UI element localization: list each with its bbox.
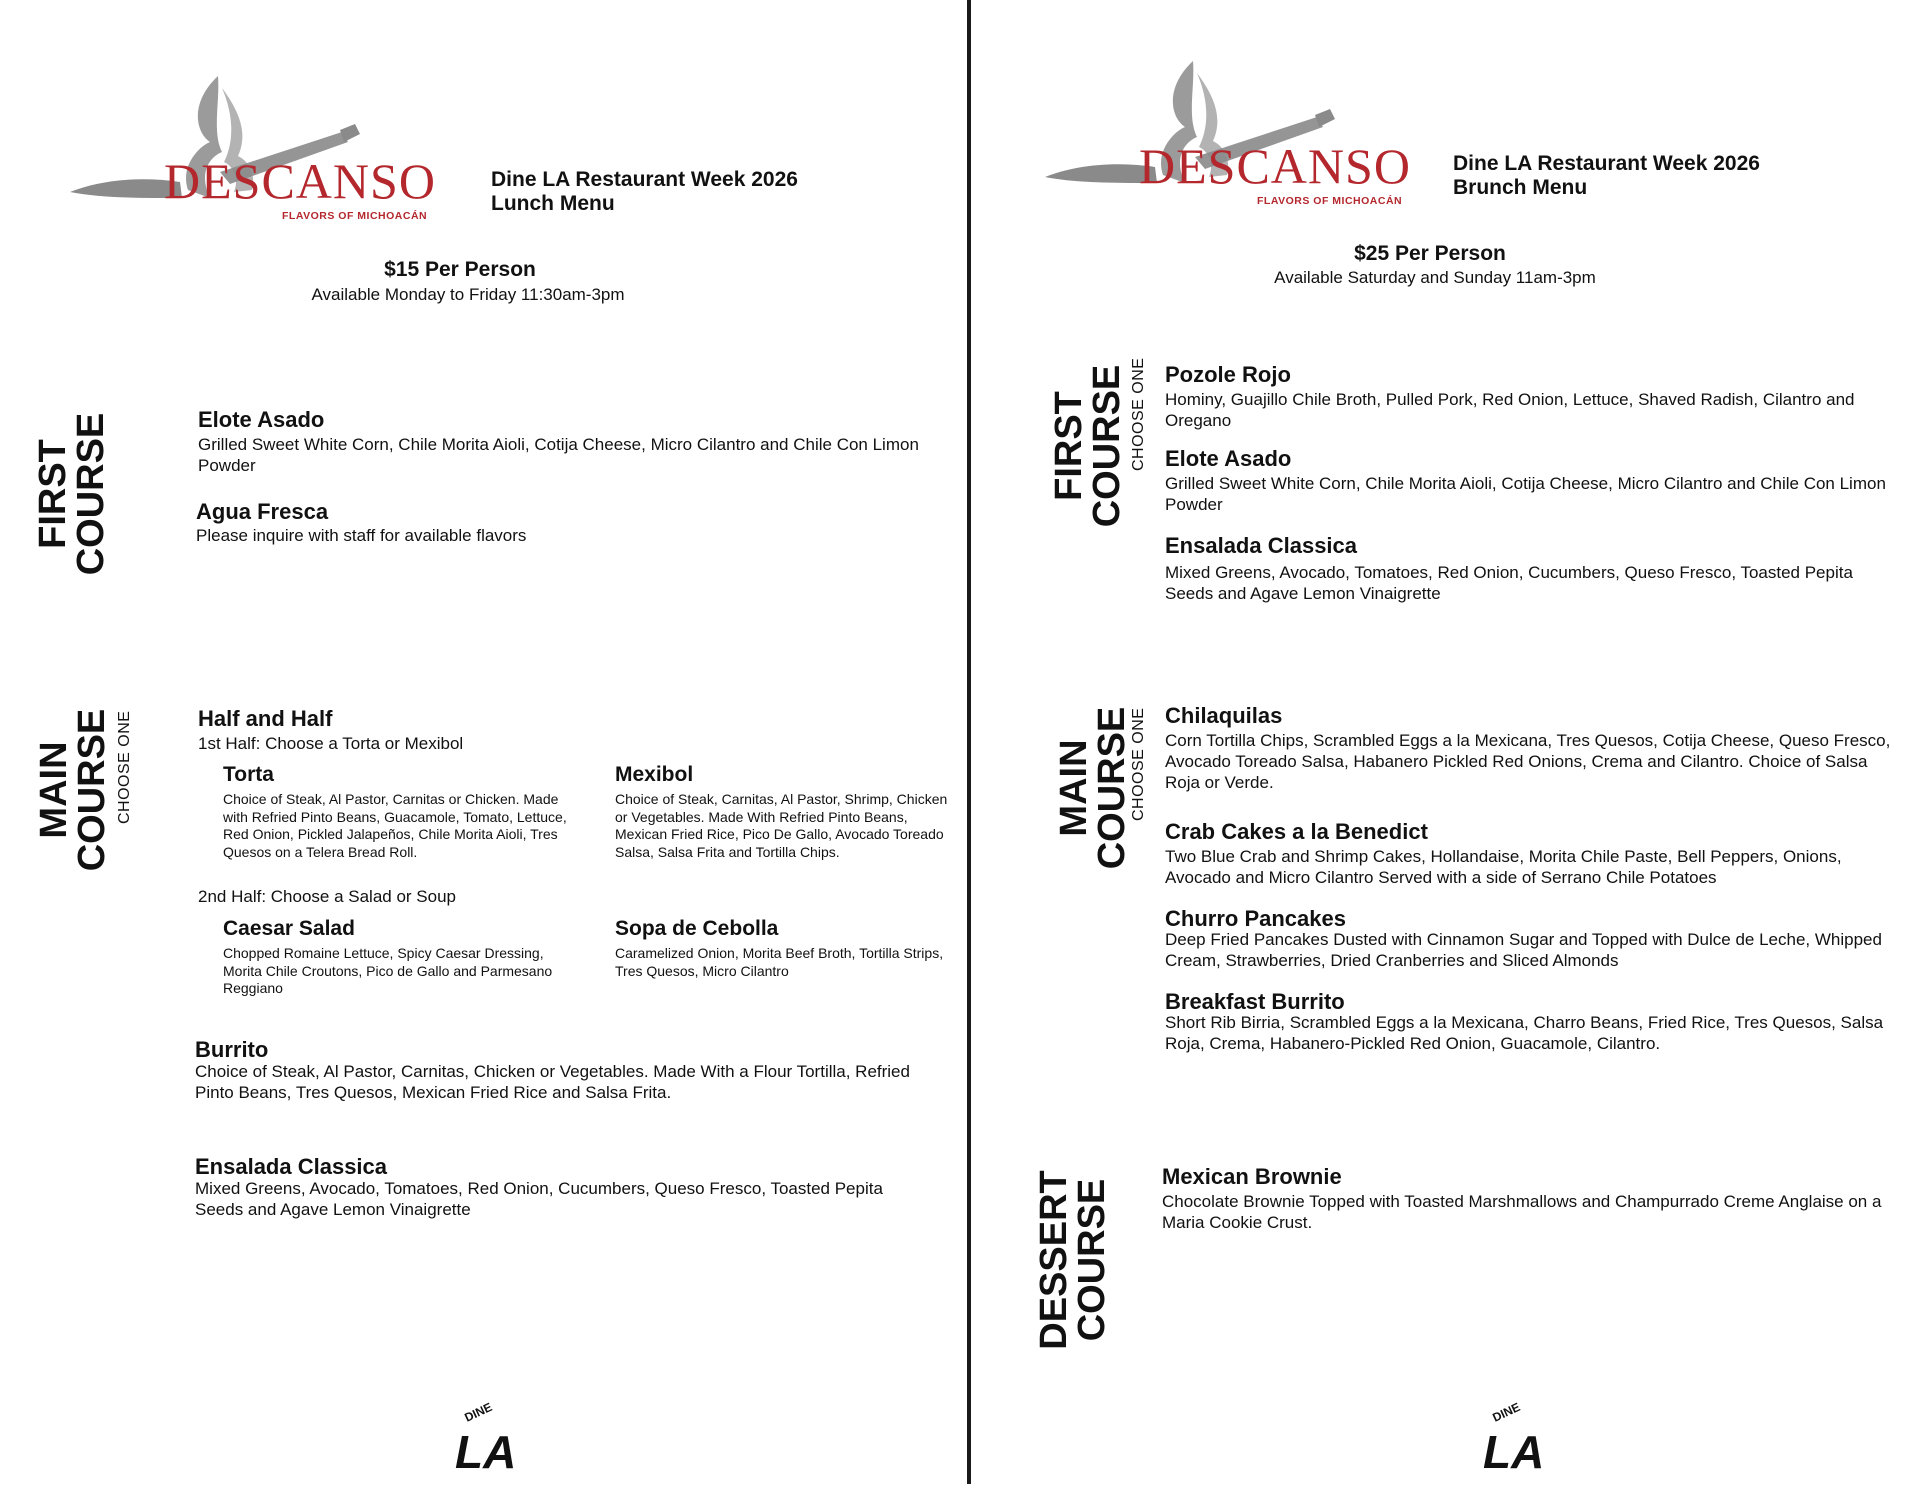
- menu-item-name: Elote Asado: [1165, 446, 1292, 471]
- dine-la-la-text: LA: [1483, 1426, 1545, 1478]
- brunch-first-choose-one: CHOOSE ONE: [1130, 357, 1147, 471]
- logo-wordmark: DESCANSO: [164, 153, 436, 209]
- menu-item-name: Pozole Rojo: [1165, 362, 1291, 387]
- sub-item-name: Caesar Salad: [223, 917, 355, 940]
- menu-item-desc: Chocolate Brownie Topped with Toasted Marshmallows and Champurrado Creme Anglaise on a Maria Cookie Crust.: [1162, 1192, 1882, 1232]
- half-note: 1st Half: Choose a Torta or Mexibol: [198, 734, 464, 753]
- menu-item-desc: Mixed Greens, Avocado, Tomatoes, Red Onion, Cucumbers, Queso Fresco, Toasted Pepita Seeds and Agave Lemon Vinaigrette: [195, 1179, 883, 1219]
- brunch-title: Dine LA Restaurant Week 2026: [1453, 152, 1760, 175]
- brunch-price: $25 Per Person: [1354, 242, 1506, 265]
- brunch-main-choose-one: CHOOSE ONE: [1130, 707, 1147, 821]
- sub-item-name: Sopa de Cebolla: [615, 917, 779, 940]
- menu-item-desc: Choice of Steak, Al Pastor, Carnitas, Chicken or Vegetables. Made With a Flour Tortilla, Refried Pinto Beans, Tres Quesos, Mexican Fried Rice and Salsa Frita.: [195, 1062, 910, 1102]
- menu-item-name: Chilaquilas: [1165, 703, 1283, 728]
- brunch-first-course-label: FIRST COURSE: [1048, 364, 1128, 528]
- menu-item-desc: Short Rib Birria, Scrambled Eggs a la Mexicana, Charro Beans, Fried Rice, Tres Quesos, Salsa Roja, Crema, Habanero-Pickled Red Onion, Guacamole, Cilantro.: [1165, 1013, 1884, 1053]
- dine-la-la-text: LA: [455, 1426, 517, 1478]
- menu-item-name: Churro Pancakes: [1165, 906, 1346, 931]
- brunch-dessert-course-label: DESSERT COURSE: [1033, 1170, 1113, 1350]
- lunch-subtitle: Lunch Menu: [491, 192, 615, 215]
- lunch-title: Dine LA Restaurant Week 2026: [491, 168, 798, 191]
- dine-la-logo: [1473, 1400, 1563, 1480]
- menu-item-desc: Grilled Sweet White Corn, Chile Morita Aioli, Cotija Cheese, Micro Cilantro and Chile Con Limon Powder: [198, 435, 919, 475]
- half-note: 2nd Half: Choose a Salad or Soup: [198, 887, 457, 906]
- lunch-availability: Available Monday to Friday 11:30am-3pm: [311, 285, 625, 304]
- menu-item-desc: Deep Fried Pancakes Dusted with Cinnamon Sugar and Topped with Dulce de Leche, Whipped Cream, Strawberries, Dried Cranberries and Sliced Almonds: [1165, 930, 1882, 970]
- menu-item-name: Crab Cakes a la Benedict: [1165, 819, 1428, 844]
- dine-la-icon: [445, 1400, 535, 1480]
- menu-item-name: Breakfast Burrito: [1165, 989, 1345, 1014]
- dine-la-icon: [1473, 1400, 1563, 1480]
- menu-item-desc: Mixed Greens, Avocado, Tomatoes, Red Onion, Cucumbers, Queso Fresco, Toasted Pepita Seeds and Agave Lemon Vinaigrette: [1165, 563, 1853, 603]
- logo-tagline: FLAVORS OF MICHOACÁN: [282, 210, 428, 222]
- lunch-price: $15 Per Person: [384, 258, 536, 281]
- logo-tagline: FLAVORS OF MICHOACÁN: [1257, 195, 1403, 207]
- menu-item-name: Mexican Brownie: [1162, 1164, 1342, 1189]
- menu-item-name: Burrito: [195, 1037, 269, 1062]
- sub-item-desc: Choice of Steak, Carnitas, Al Pastor, Shrimp, Chicken or Vegetables. Made With Refried Pinto Beans, Mexican Fried Rice, Pico De Gallo, Avocado Toreado Salsa, Salsa Frita and Tortilla Chips.: [615, 791, 948, 860]
- menu-item-name: Ensalada Classica: [195, 1154, 388, 1179]
- dine-la-logo: [445, 1400, 535, 1480]
- sub-item-desc: Chopped Romaine Lettuce, Spicy Caesar Dressing, Morita Chile Croutons, Pico de Gallo and Parmesano Reggiano: [223, 945, 553, 997]
- descanso-logo: [1045, 57, 1411, 217]
- menu-item-name: Elote Asado: [198, 407, 325, 432]
- brunch-subtitle: Brunch Menu: [1453, 176, 1588, 199]
- menu-item-name: Ensalada Classica: [1165, 533, 1358, 558]
- page-divider: [967, 0, 971, 1484]
- menu-item-desc: Grilled Sweet White Corn, Chile Morita Aioli, Cotija Cheese, Micro Cilantro and Chile Con Limon Powder: [1165, 474, 1886, 514]
- lunch-first-course-label: FIRST COURSE: [32, 412, 112, 576]
- logo-wordmark: DESCANSO: [1139, 138, 1411, 194]
- brunch-main-course-label: MAIN COURSE: [1053, 706, 1133, 870]
- descanso-logo: [70, 72, 436, 232]
- menu-item-name: Half and Half: [198, 706, 333, 731]
- menu-item-desc: Please inquire with staff for available flavors: [196, 526, 527, 545]
- sub-item-name: Torta: [223, 763, 274, 786]
- sub-item-desc: Choice of Steak, Al Pastor, Carnitas or Chicken. Made with Refried Pinto Beans, Guacamole, Tomato, Lettuce, Red Onion, Pickled Jalapeños, Chile Morita Aioli, Tres Quesos on a Telera Bread Roll.: [223, 791, 567, 860]
- dine-la-dine-text: DINE: [1490, 1400, 1523, 1425]
- menu-item-desc: Hominy, Guajillo Chile Broth, Pulled Pork, Red Onion, Lettuce, Shaved Radish, Cilantro and Oregano: [1165, 390, 1855, 430]
- menu-item-desc: Two Blue Crab and Shrimp Cakes, Hollandaise, Morita Chile Paste, Bell Peppers, Onions, Avocado and Micro Cilantro Served with a side of Serrano Chile Potatoes: [1165, 847, 1842, 887]
- dine-la-dine-text: DINE: [462, 1400, 495, 1425]
- brunch-availability: Available Saturday and Sunday 11am-3pm: [1274, 268, 1596, 287]
- menu-item-name: Agua Fresca: [196, 499, 329, 524]
- sub-item-desc: Caramelized Onion, Morita Beef Broth, Tortilla Strips, Tres Quesos, Micro Cilantro: [615, 945, 944, 979]
- sub-item-name: Mexibol: [615, 763, 694, 786]
- lunch-main-course-label: MAIN COURSE: [33, 708, 113, 872]
- menu-item-desc: Corn Tortilla Chips, Scrambled Eggs a la Mexicana, Tres Quesos, Cotija Cheese, Queso Fresco, Avocado Toreado Salsa, Habanero Pickled Red Onions, Crema and Cilantro. Choice of Salsa Roja or Verde.: [1165, 731, 1891, 792]
- lunch-main-choose-one: CHOOSE ONE: [116, 710, 133, 824]
